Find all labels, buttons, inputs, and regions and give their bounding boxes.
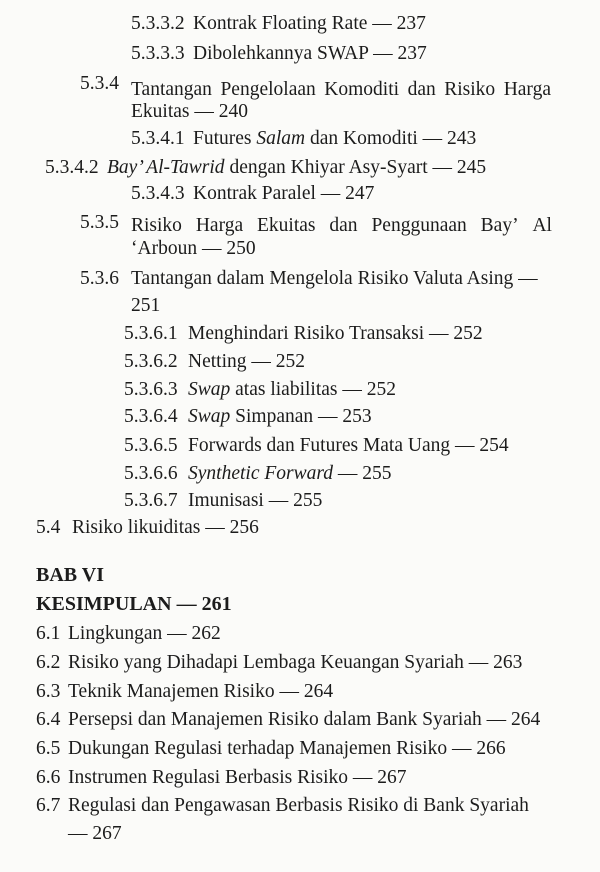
- entry-title: Kontrak Paralel — 247: [193, 183, 375, 204]
- entry-number: 6.7: [36, 795, 61, 816]
- entry-continuation: ‘Arboun — 250: [131, 238, 256, 259]
- toc-entry: [124, 322, 483, 346]
- entry-title-italic: Salam: [256, 128, 306, 149]
- entry-number: 5.3.6.6: [124, 463, 178, 484]
- entry-number: 5.3.4.2: [45, 157, 99, 178]
- toc-entry-number: 5.3.4: [80, 73, 119, 94]
- entry-number: 5.3.6.1: [124, 323, 178, 344]
- toc-entry: [45, 156, 486, 180]
- entry-number: 5.3.6.3: [124, 379, 178, 400]
- entry-number: 6.4: [36, 709, 61, 730]
- toc-entry: [36, 766, 407, 790]
- entry-title: Persepsi dan Manajemen Risiko dalam Bank Syariah — 264: [68, 709, 541, 730]
- entry-title: Forwards dan Futures Mata Uang — 254: [188, 435, 509, 456]
- toc-entry-title-line: [131, 78, 551, 102]
- entry-continuation: Ekuitas — 240: [131, 101, 248, 122]
- toc-entry-title-line: [131, 214, 552, 238]
- word: Komoditi: [324, 79, 400, 100]
- entry-title: Imunisasi — 255: [188, 490, 323, 511]
- word: Harga: [195, 215, 244, 236]
- chapter-title: KESIMPULAN — 261: [36, 593, 232, 615]
- entry-title: Menghindari Risiko Transaksi — 252: [188, 323, 483, 344]
- entry-title-italic: Synthetic Forward: [188, 463, 333, 484]
- toc-entry: [124, 350, 305, 374]
- word: Harga: [503, 79, 551, 100]
- entry-title: Tantangan dalam Mengelola Risiko Valuta Asing —: [131, 268, 538, 289]
- toc-entry: [131, 42, 427, 66]
- entry-number: 5.3.6.2: [124, 351, 178, 372]
- entry-title-post: dan Komoditi — 243: [305, 128, 477, 149]
- toc-entry: [124, 405, 372, 429]
- entry-number: 6.2: [36, 652, 61, 673]
- toc-entry-number: 5.3.5: [80, 212, 119, 233]
- entry-number: 6.3: [36, 681, 61, 702]
- word: Risiko: [444, 79, 496, 100]
- entry-title-post: — 255: [332, 463, 392, 484]
- chapter-label: BAB VI: [36, 564, 104, 586]
- toc-entry: [36, 737, 506, 761]
- toc-entry: [80, 267, 538, 291]
- word: Pengelolaan: [220, 79, 316, 100]
- toc-entry: [131, 127, 476, 151]
- toc-entry: [124, 434, 509, 458]
- word: dan: [407, 79, 436, 100]
- entry-title: Regulasi dan Pengawasan Berbasis Risiko di Bank Syariah: [68, 795, 529, 816]
- entry-title-italic: Swap: [188, 379, 231, 400]
- entry-title-post: atas liabilitas — 252: [230, 379, 396, 400]
- entry-title: Risiko likuiditas — 256: [72, 517, 259, 538]
- toc-entry: [36, 708, 540, 732]
- word: Al: [532, 215, 552, 236]
- entry-number: 6.6: [36, 767, 61, 788]
- entry-number: 5.3.4.3: [131, 183, 185, 204]
- entry-title: Netting — 252: [188, 351, 305, 372]
- entry-title: Lingkungan — 262: [68, 623, 221, 644]
- toc-entry: [36, 622, 221, 646]
- entry-title-italic: Swap: [188, 406, 231, 427]
- entry-number: 5.3.6: [80, 268, 119, 289]
- entry-number: 5.4: [36, 517, 61, 538]
- word: Ekuitas: [257, 215, 316, 236]
- entry-number: 6.1: [36, 623, 61, 644]
- word: dan: [329, 215, 358, 236]
- entry-title-italic: Bay’ Al-Tawrid: [107, 157, 225, 178]
- entry-number: 5.3.6.4: [124, 406, 178, 427]
- word: Risiko: [131, 215, 182, 236]
- word: Penggunaan: [371, 215, 467, 236]
- entry-title-post: dengan Khiyar Asy-Syart — 245: [224, 157, 487, 178]
- entry-title-post: Simpanan — 253: [230, 406, 372, 427]
- toc-entry: [124, 378, 396, 402]
- entry-title: Risiko yang Dihadapi Lembaga Keuangan Syariah — 263: [68, 652, 523, 673]
- entry-number: 5.3.4.1: [131, 128, 185, 149]
- entry-title: Dukungan Regulasi terhadap Manajemen Risiko — 266: [68, 738, 506, 759]
- toc-entry: [124, 462, 391, 486]
- entry-continuation: — 267: [68, 823, 122, 844]
- entry-title: Dibolehkannya SWAP — 237: [193, 43, 427, 64]
- entry-number: 5.3.3.2: [131, 13, 185, 34]
- toc-entry: [36, 794, 529, 818]
- toc-entry: [124, 489, 322, 513]
- entry-number: 6.5: [36, 738, 61, 759]
- entry-continuation: 251: [131, 295, 161, 316]
- toc-entry: [36, 516, 259, 540]
- entry-number: 5.3.6.5: [124, 435, 178, 456]
- entry-number: 5.3.3.3: [131, 43, 185, 64]
- toc-entry: [131, 182, 374, 206]
- toc-entry: [131, 12, 426, 36]
- entry-title: Kontrak Floating Rate — 237: [193, 13, 426, 34]
- entry-title: Instrumen Regulasi Berbasis Risiko — 267: [68, 767, 407, 788]
- word: Bay’: [480, 215, 519, 236]
- toc-entry: [36, 651, 522, 675]
- entry-title-pre: Futures: [193, 128, 257, 149]
- entry-title: Teknik Manajemen Risiko — 264: [68, 681, 334, 702]
- entry-number: 5.3.6.7: [124, 490, 178, 511]
- toc-entry: [36, 680, 333, 704]
- word: Tantangan: [131, 79, 212, 100]
